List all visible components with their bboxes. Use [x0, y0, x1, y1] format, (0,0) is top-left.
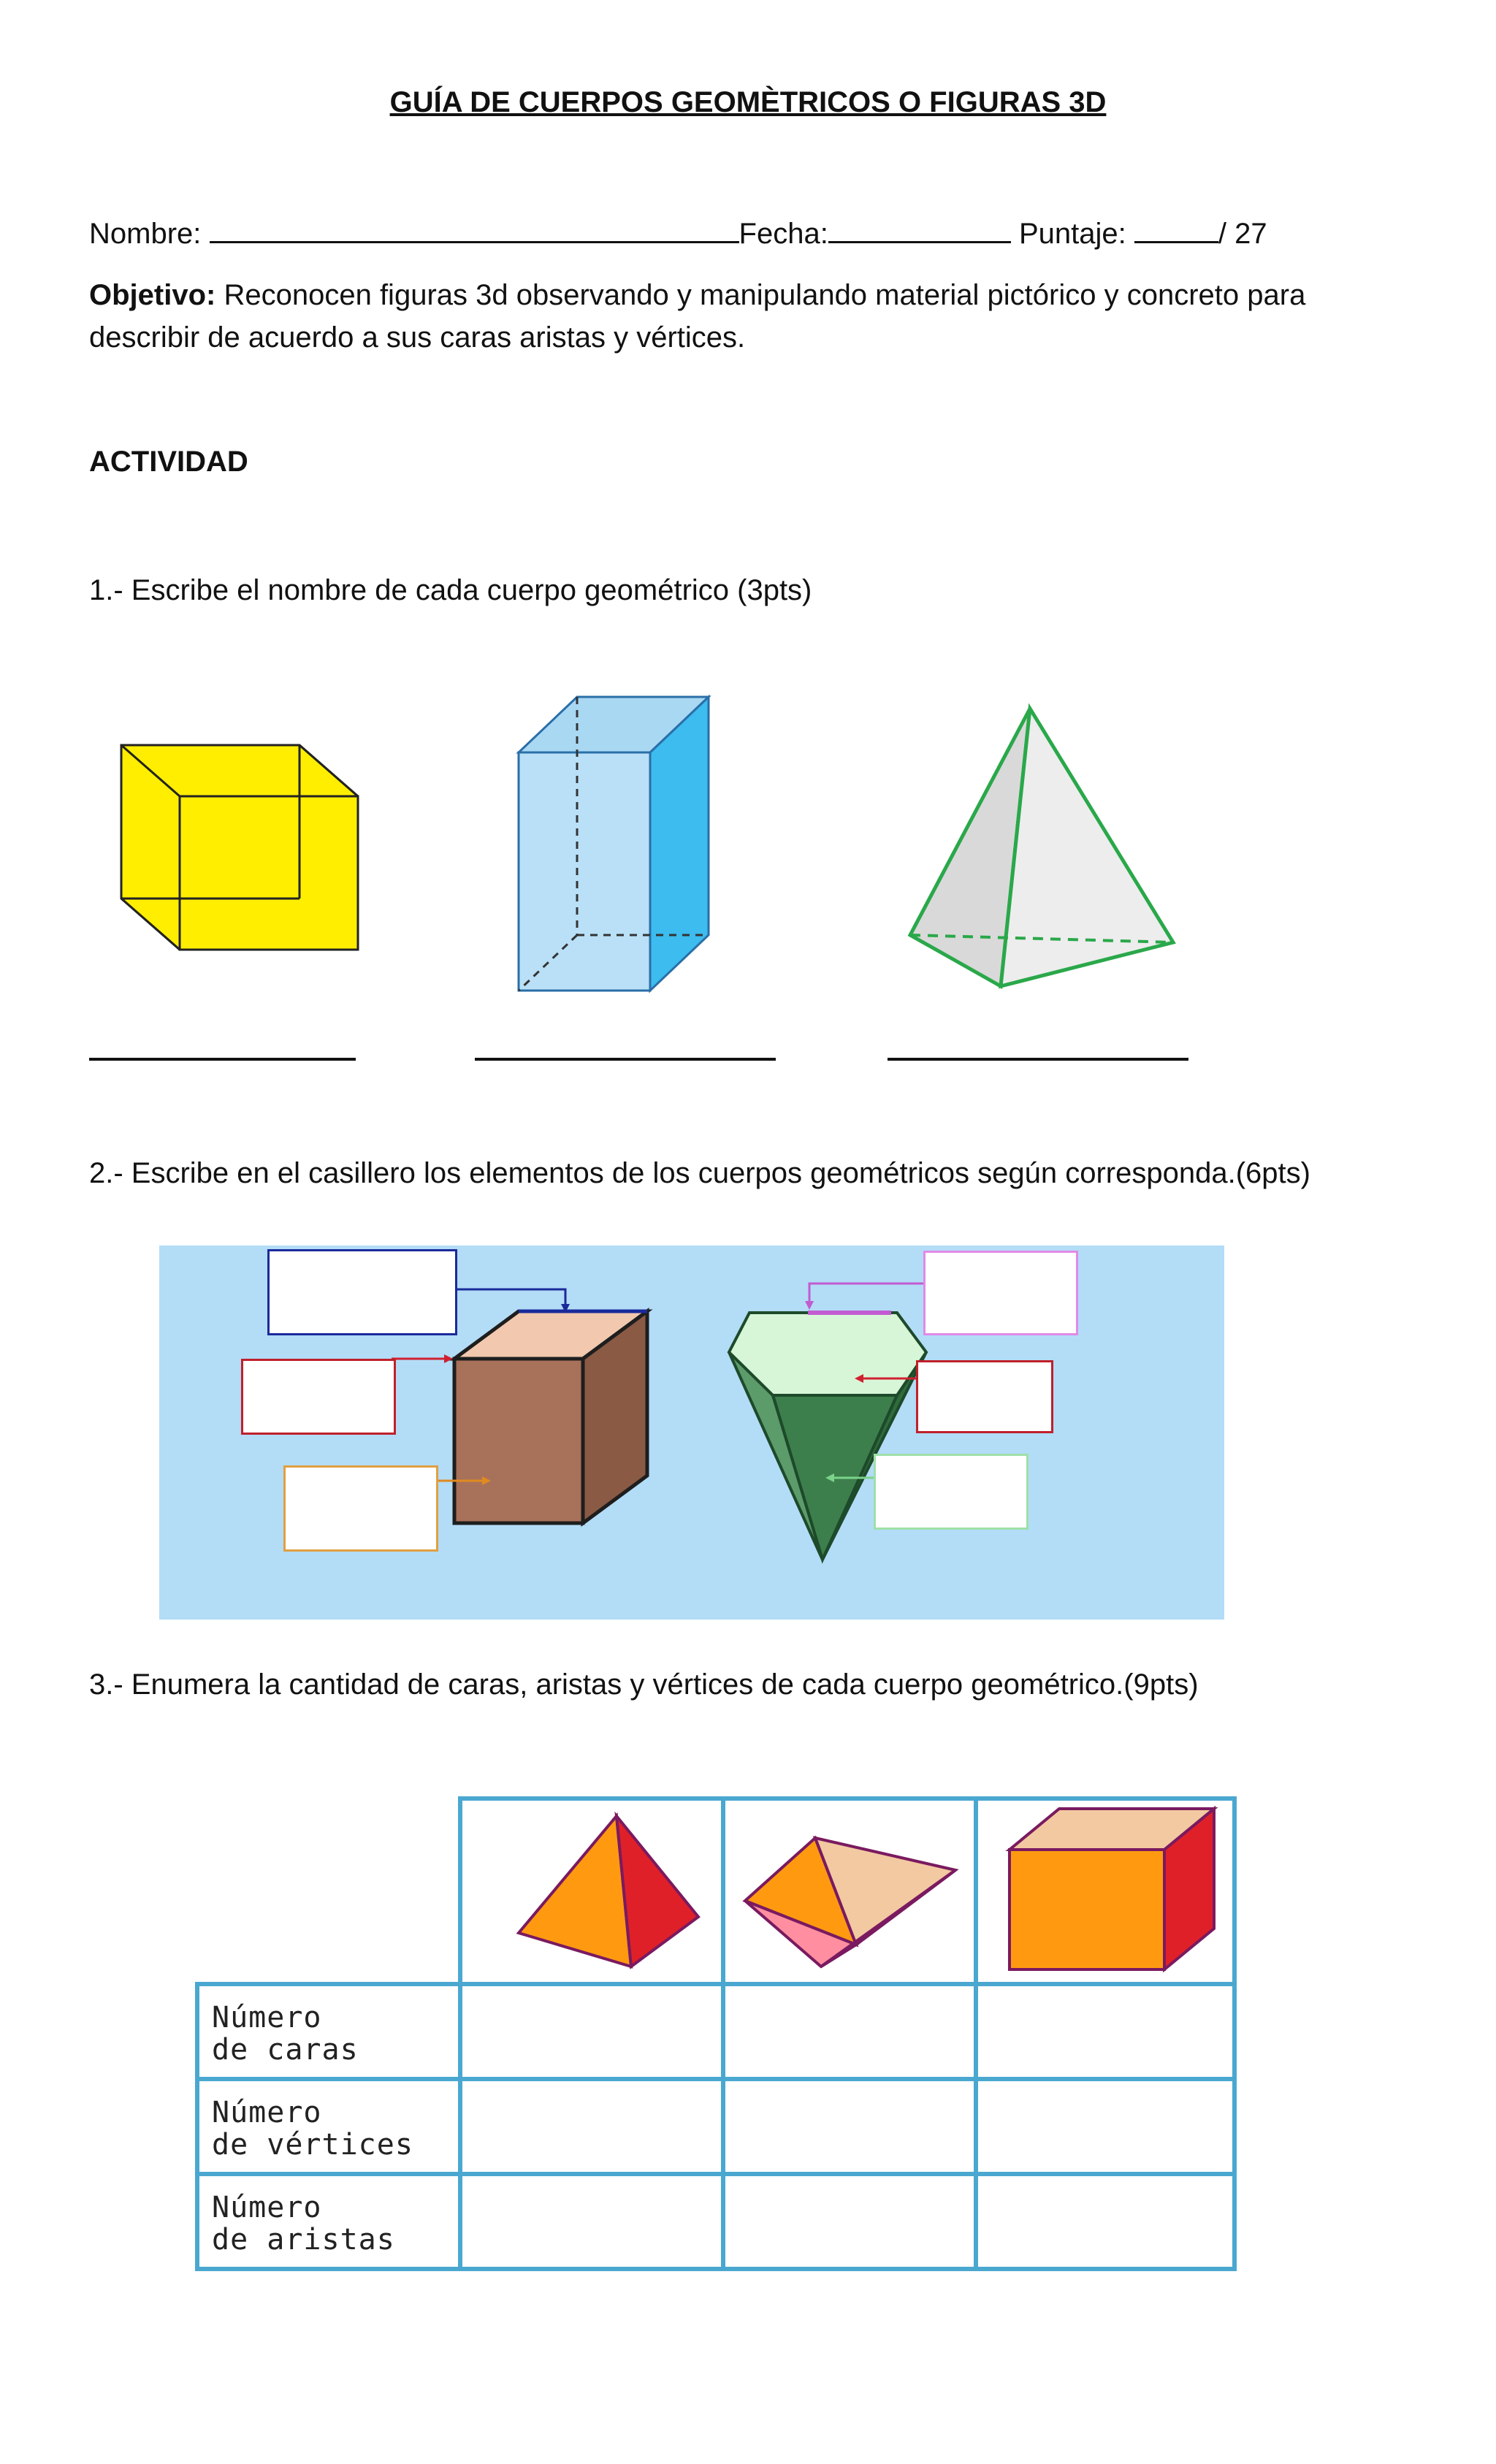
score-total: / 27 [1218, 218, 1267, 250]
box-cube-vertex[interactable] [241, 1359, 396, 1435]
box-pyramid-face[interactable] [874, 1454, 1028, 1530]
score-label: Puntaje: [1018, 218, 1126, 250]
row-label-edges: Número de aristas [212, 2191, 395, 2257]
date-field[interactable] [828, 216, 1011, 243]
question-3: 3.- Enumera la cantidad de caras, aristas y vértices de cada cuerpo geométrico.(9pts) [89, 1668, 1199, 1701]
name-label: Nombre: [89, 218, 202, 250]
page-title: GUÍA DE CUERPOS GEOMÈTRICOS O FIGURAS 3D [389, 86, 1107, 118]
rectangular-prism-figure [511, 694, 723, 1001]
header-line [89, 216, 1267, 251]
row-label-faces: Número de caras [212, 2001, 359, 2067]
box-pyramid-vertex[interactable] [916, 1360, 1053, 1433]
objective-text: Reconocen figuras 3d observando y manipulando material pictórico y concreto para describir de acuerdo a sus caras aristas y vértices. [89, 279, 1306, 354]
answer-line-1[interactable] [89, 1058, 356, 1061]
pyramid-figure [906, 701, 1183, 993]
box-cube-face[interactable] [283, 1465, 438, 1552]
answer-line-3[interactable] [888, 1058, 1188, 1061]
cube-shape [1010, 1809, 1214, 1969]
box-pyramid-edge[interactable] [923, 1251, 1078, 1335]
answer-line-2[interactable] [475, 1058, 776, 1061]
objective-label: Objetivo: [89, 279, 216, 311]
objective [89, 274, 1375, 359]
question-1: 1.- Escribe el nombre de cada cuerpo geométrico (3pts) [89, 574, 812, 606]
activity-heading: ACTIVIDAD [89, 446, 248, 478]
score-field[interactable] [1134, 216, 1218, 243]
row-label-vertices: Número de vértices [212, 2096, 413, 2162]
date-label: Fecha: [739, 218, 828, 250]
cube-figure [117, 738, 365, 964]
name-field[interactable] [210, 216, 739, 243]
box-cube-edge[interactable] [267, 1249, 457, 1335]
question-2: 2.- Escribe en el casillero los elementos de los cuerpos geométricos según corresponda.(6pts) [89, 1157, 1310, 1189]
